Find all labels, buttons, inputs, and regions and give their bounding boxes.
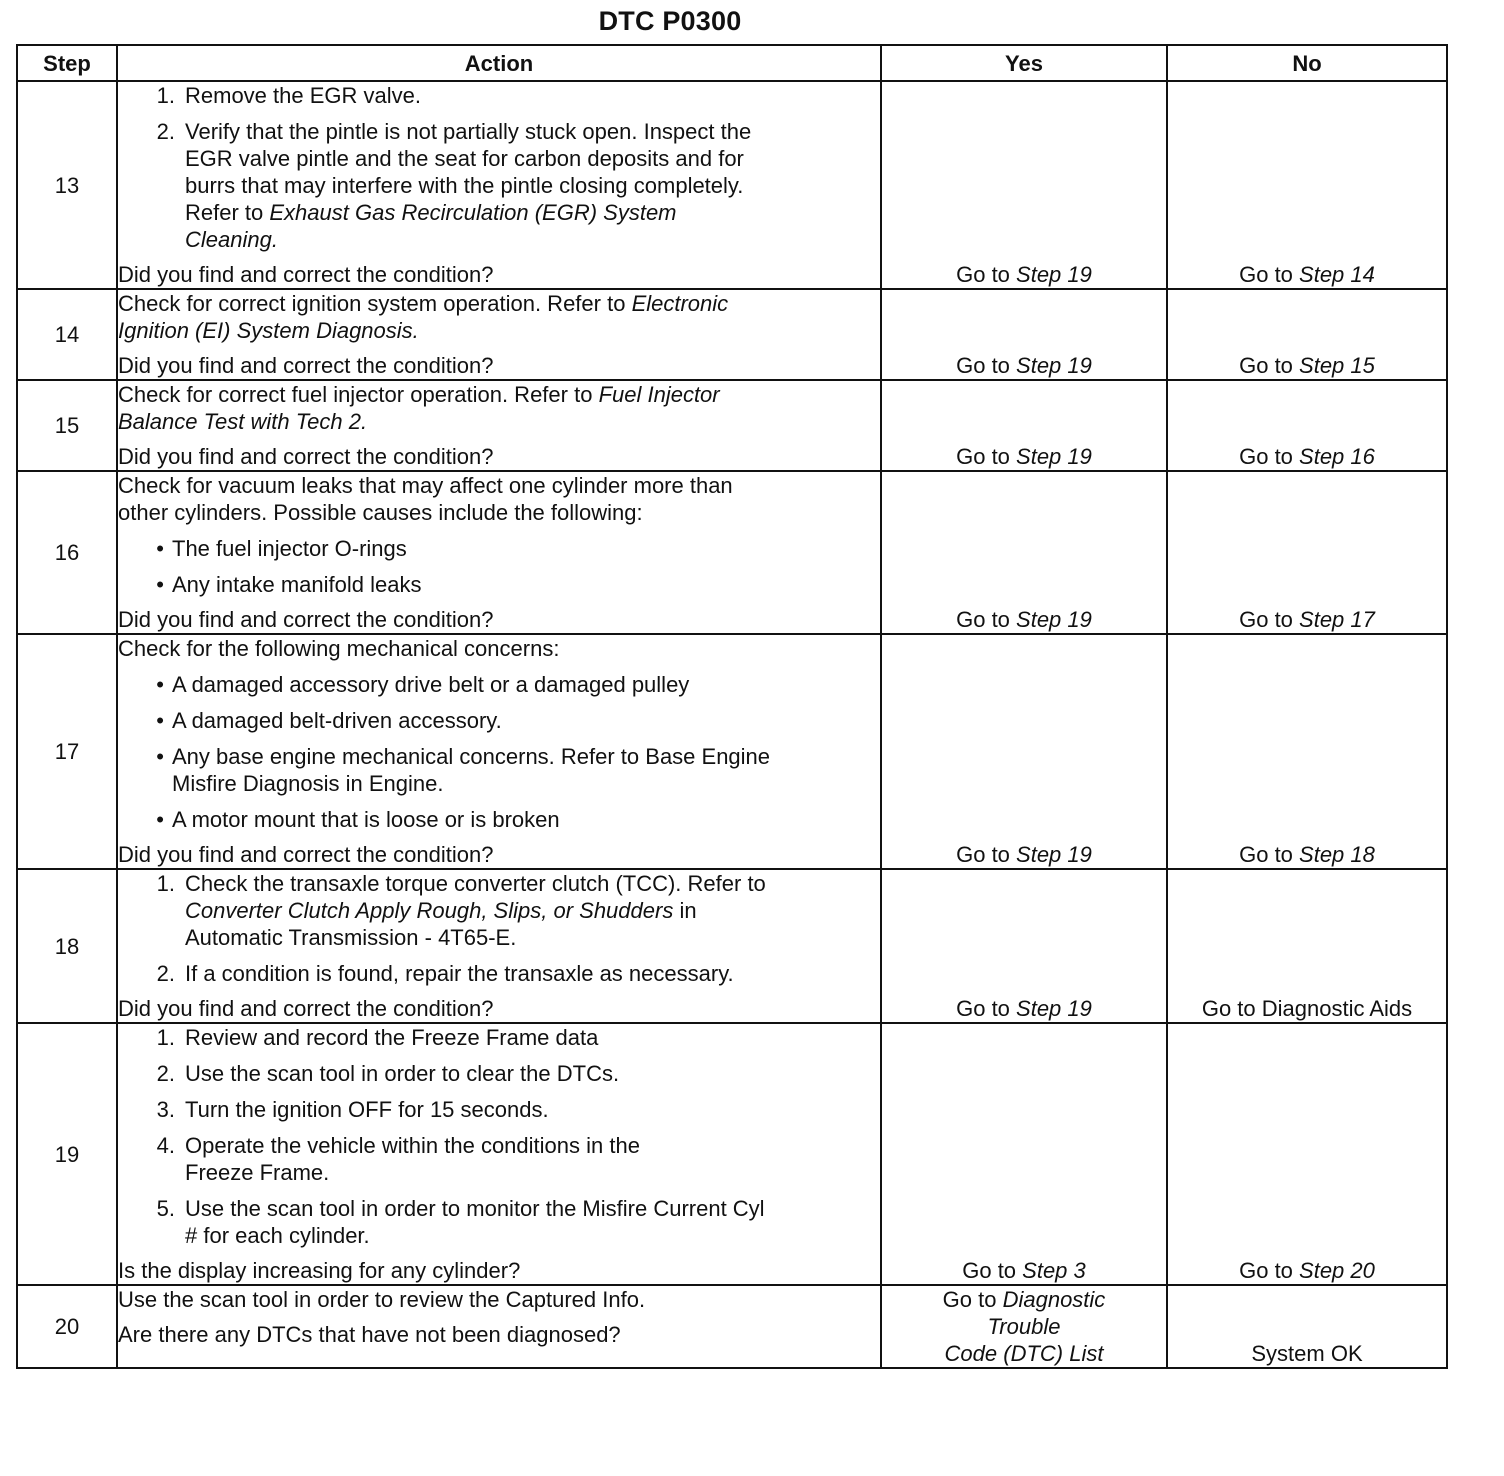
list-number: 5. xyxy=(156,1196,175,1221)
no-result xyxy=(1167,1285,1447,1368)
list-item-text: A motor mount that is loose or is broken xyxy=(172,807,560,832)
italic-reference: Diagnostic xyxy=(1002,1287,1106,1312)
numbered-list-item xyxy=(118,1096,880,1123)
list-number: 4. xyxy=(156,1133,175,1158)
italic-reference: Step 19 xyxy=(1016,996,1092,1021)
bullet-list xyxy=(118,535,880,598)
list-item-text: Use the scan tool in order to monitor the Misfire Current Cyl # for each cylinder. xyxy=(185,1196,765,1248)
no-result xyxy=(1167,869,1447,1023)
yes-result-text: Go to Step 19 xyxy=(956,444,1092,469)
action-cell xyxy=(117,634,881,869)
list-item-text: Operate the vehicle within the conditions in the Freeze Frame. xyxy=(185,1133,640,1185)
italic-reference: Electronic xyxy=(631,291,729,316)
italic-reference: Fuel Injector xyxy=(598,382,720,407)
action-intro: Check for correct fuel injector operation. Refer to Fuel Injector Balance Test with Tech 2. xyxy=(118,382,720,434)
bullet-list-item xyxy=(118,571,880,598)
bullet-icon: • xyxy=(156,807,164,832)
list-item-text: Verify that the pintle is not partially stuck open. Inspect the EGR valve pintle and the seat for carbon deposits and for burrs that may interfere with the pintle closing completely. Refer to Exhaust Gas Recirculation (EGR) System Cleaning. xyxy=(185,119,752,252)
header-no: No xyxy=(1167,45,1447,81)
numbered-list-item xyxy=(118,1132,880,1186)
numbered-list-item xyxy=(118,118,880,253)
no-result xyxy=(1167,634,1447,869)
yes-result-text: Go to Step 3 xyxy=(962,1258,1086,1283)
italic-reference: Step 19 xyxy=(1016,262,1092,287)
numbered-list-item xyxy=(118,82,880,109)
question-text: Is the display increasing for any cylinder? xyxy=(118,1258,521,1283)
no-result-text: Go to Step 16 xyxy=(1239,444,1375,469)
bullet-icon: • xyxy=(156,672,164,697)
action-cell xyxy=(117,380,881,471)
action-cell xyxy=(117,1285,881,1368)
action-intro: Check for correct ignition system operation. Refer to Electronic Ignition (EI) System Diagnosis. xyxy=(118,291,729,343)
action-intro: Check for vacuum leaks that may affect one cylinder more than other cylinders. Possible causes include the following: xyxy=(118,473,733,525)
list-number: 1. xyxy=(156,871,175,896)
question-text: Did you find and correct the condition? xyxy=(118,842,494,867)
italic-reference: Step 19 xyxy=(1016,842,1092,867)
bullet-icon: • xyxy=(156,708,164,733)
bullet-list-item xyxy=(118,535,880,562)
bullet-list-item xyxy=(118,743,880,797)
step-number: 19 xyxy=(17,1023,117,1285)
list-number: 2. xyxy=(156,119,175,144)
step-number: 18 xyxy=(17,869,117,1023)
bullet-list xyxy=(118,671,880,833)
yes-result-text: Go to Step 19 xyxy=(956,607,1092,632)
question-text: Did you find and correct the condition? xyxy=(118,262,494,287)
italic-reference: Step 16 xyxy=(1299,444,1375,469)
no-result-text: System OK xyxy=(1251,1341,1363,1366)
yes-result-text: Go to Step 19 xyxy=(956,353,1092,378)
table-row xyxy=(17,1023,1447,1285)
no-result-text: Go to Step 18 xyxy=(1239,842,1375,867)
italic-reference: Step 19 xyxy=(1016,353,1092,378)
italic-reference: Code (DTC) List xyxy=(944,1341,1104,1366)
table-row xyxy=(17,869,1447,1023)
yes-result-text: Go to Step 19 xyxy=(956,996,1092,1021)
step-number: 20 xyxy=(17,1285,117,1368)
yes-result xyxy=(881,289,1167,380)
action-cell xyxy=(117,289,881,380)
no-result xyxy=(1167,471,1447,634)
italic-reference: Cleaning. xyxy=(185,227,278,252)
question-text: Did you find and correct the condition? xyxy=(118,996,494,1021)
step-number: 16 xyxy=(17,471,117,634)
bullet-icon: • xyxy=(156,572,164,597)
yes-result xyxy=(881,380,1167,471)
no-result-text: Go to Step 20 xyxy=(1239,1258,1375,1283)
list-number: 2. xyxy=(156,1061,175,1086)
list-item-text: Review and record the Freeze Frame data xyxy=(185,1025,599,1050)
header-action: Action xyxy=(117,45,881,81)
list-item-text: If a condition is found, repair the transaxle as necessary. xyxy=(185,961,734,986)
italic-reference: Step 18 xyxy=(1299,842,1375,867)
italic-reference: Step 19 xyxy=(1016,607,1092,632)
table-row xyxy=(17,1285,1447,1368)
numbered-list xyxy=(118,870,880,987)
italic-reference: Step 19 xyxy=(1016,444,1092,469)
no-result xyxy=(1167,1023,1447,1285)
yes-result xyxy=(881,1023,1167,1285)
question-text: Did you find and correct the condition? xyxy=(118,607,494,632)
yes-result xyxy=(881,869,1167,1023)
action-cell xyxy=(117,471,881,634)
list-number: 1. xyxy=(156,1025,175,1050)
bullet-list-item xyxy=(118,806,880,833)
numbered-list-item xyxy=(118,870,880,951)
header-row xyxy=(17,45,1447,81)
table-row xyxy=(17,634,1447,869)
page-title: DTC P0300 xyxy=(598,6,742,36)
list-item-text: Use the scan tool in order to clear the DTCs. xyxy=(185,1061,620,1086)
bullet-list-item xyxy=(118,707,880,734)
question-text: Are there any DTCs that have not been diagnosed? xyxy=(118,1322,621,1347)
action-cell xyxy=(117,81,881,289)
action-intro: Check for the following mechanical concerns: xyxy=(118,636,560,661)
italic-reference: Converter Clutch Apply Rough, Slips, or Shudders xyxy=(185,898,674,923)
header-step: Step xyxy=(17,45,117,81)
question-text: Did you find and correct the condition? xyxy=(118,353,494,378)
list-number: 2. xyxy=(156,961,175,986)
list-item-text: Any base engine mechanical concerns. Refer to Base Engine Misfire Diagnosis in Engine. xyxy=(172,744,771,796)
action-intro: Use the scan tool in order to review the Captured Info. xyxy=(118,1287,646,1312)
no-result-text: Go to Diagnostic Aids xyxy=(1201,996,1413,1021)
diagnostic-table xyxy=(16,44,1448,1369)
yes-result xyxy=(881,634,1167,869)
italic-reference: Step 15 xyxy=(1299,353,1375,378)
list-item-text: The fuel injector O-rings xyxy=(172,536,407,561)
table-row xyxy=(17,471,1447,634)
list-item-text: Check the transaxle torque converter clutch (TCC). Refer to Converter Clutch Apply Rough, Slips, or Shudders in Automatic Transmission - 4T65-E. xyxy=(185,871,766,950)
table-row xyxy=(17,289,1447,380)
numbered-list-item xyxy=(118,960,880,987)
yes-result xyxy=(881,81,1167,289)
list-number: 3. xyxy=(156,1097,175,1122)
table-row xyxy=(17,380,1447,471)
yes-result-text: Go to Step 19 xyxy=(956,262,1092,287)
list-number: 1. xyxy=(156,83,175,108)
action-cell xyxy=(117,1023,881,1285)
list-item-text: Remove the EGR valve. xyxy=(185,83,421,108)
list-item-text: Any intake manifold leaks xyxy=(172,572,422,597)
italic-reference: Trouble xyxy=(987,1314,1061,1339)
step-number: 17 xyxy=(17,634,117,869)
italic-reference: Ignition (EI) System Diagnosis. xyxy=(118,318,419,343)
numbered-list xyxy=(118,1024,880,1249)
step-number: 14 xyxy=(17,289,117,380)
italic-reference: Step 17 xyxy=(1299,607,1375,632)
bullet-icon: • xyxy=(156,744,164,769)
no-result-text: Go to Step 14 xyxy=(1239,262,1375,287)
yes-result-text: Go to Step 19 xyxy=(956,842,1092,867)
italic-reference: Step 14 xyxy=(1299,262,1375,287)
numbered-list-item xyxy=(118,1195,880,1249)
no-result xyxy=(1167,380,1447,471)
no-result xyxy=(1167,81,1447,289)
italic-reference: Balance Test with Tech 2. xyxy=(118,409,368,434)
bullet-icon: • xyxy=(156,536,164,561)
numbered-list-item xyxy=(118,1024,880,1051)
yes-result xyxy=(881,1285,1167,1368)
numbered-list-item xyxy=(118,1060,880,1087)
action-cell xyxy=(117,869,881,1023)
list-item-text: Turn the ignition OFF for 15 seconds. xyxy=(185,1097,549,1122)
step-number: 13 xyxy=(17,81,117,289)
table-row xyxy=(17,81,1447,289)
italic-reference: Exhaust Gas Recirculation (EGR) System xyxy=(269,200,677,225)
no-result xyxy=(1167,289,1447,380)
no-result-text: Go to Step 17 xyxy=(1239,607,1375,632)
step-number: 15 xyxy=(17,380,117,471)
yes-result-text: Go to Diagnostic Trouble Code (DTC) List xyxy=(942,1287,1106,1366)
list-item-text: A damaged accessory drive belt or a damaged pulley xyxy=(172,672,690,697)
italic-reference: Step 3 xyxy=(1022,1258,1086,1283)
question-text: Did you find and correct the condition? xyxy=(118,444,494,469)
bullet-list-item xyxy=(118,671,880,698)
no-result-text: Go to Step 15 xyxy=(1239,353,1375,378)
yes-result xyxy=(881,471,1167,634)
numbered-list xyxy=(118,82,880,253)
list-item-text: A damaged belt-driven accessory. xyxy=(172,708,502,733)
header-yes: Yes xyxy=(881,45,1167,81)
italic-reference: Step 20 xyxy=(1299,1258,1375,1283)
